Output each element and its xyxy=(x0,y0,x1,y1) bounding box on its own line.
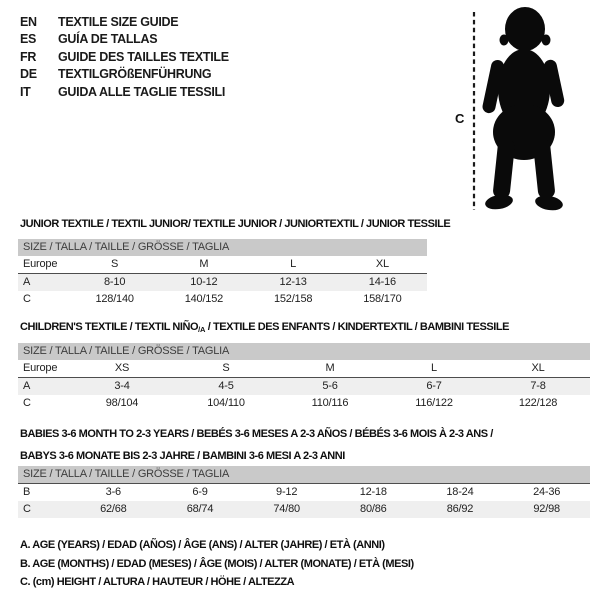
size-value: 4-5 xyxy=(174,378,278,396)
size-value: 68/74 xyxy=(157,501,244,518)
junior-size-table xyxy=(18,239,427,308)
size-value: 3-6 xyxy=(105,486,121,498)
size-band-row xyxy=(18,239,427,256)
row-label: B xyxy=(23,486,31,498)
size-value: XL xyxy=(486,360,590,378)
height-measure-label: C xyxy=(455,111,465,126)
section-title-line1: BABIES 3-6 MONTH TO 2-3 YEARS / BEBÉS 3-6 MESES A 2-3 AÑOS / BÉBÉS 3-6 MOIS À 2-3 ANS / xyxy=(20,428,493,440)
size-value: 6-9 xyxy=(192,486,208,498)
size-value: XL xyxy=(338,256,427,274)
size-value: 98/104 xyxy=(105,397,139,409)
size-value: 116/122 xyxy=(415,397,453,409)
footnote-b: B. AGE (MONTHS) / EDAD (MESES) / ÂGE (MOIS) / ALTER (MONATE) / ETÀ (MESI) xyxy=(20,557,414,570)
size-value: 62/68 xyxy=(70,501,157,518)
size-value: 92/98 xyxy=(503,501,590,518)
size-value: 8-10 xyxy=(70,274,159,292)
size-band-row xyxy=(18,466,590,484)
section-title-subscript: /A xyxy=(198,325,206,334)
size-value: 128/140 xyxy=(95,293,134,305)
size-value: M xyxy=(159,256,248,274)
size-value: 110/116 xyxy=(311,397,349,409)
size-value: 5-6 xyxy=(278,378,382,396)
row-label: C xyxy=(18,501,70,518)
section-title-children xyxy=(20,321,509,334)
size-value: 122/128 xyxy=(518,397,558,409)
language-title: TEXTILE SIZE GUIDE xyxy=(58,15,179,29)
size-value: 140/152 xyxy=(184,293,224,305)
size-value: L xyxy=(249,256,338,274)
table-row-europe xyxy=(18,360,590,378)
table-row-height xyxy=(18,501,590,518)
size-value: 12-13 xyxy=(249,274,338,292)
language-row xyxy=(20,31,229,48)
size-value: XS xyxy=(70,360,174,378)
row-label: A xyxy=(18,378,70,396)
table-row-age xyxy=(18,378,590,396)
language-code: EN xyxy=(20,15,37,29)
size-value: 80/86 xyxy=(330,501,417,518)
table-row-age xyxy=(18,274,427,292)
row-label: Europe xyxy=(18,256,70,274)
language-title: GUIDA ALLE TAGLIE TESSILI xyxy=(58,84,226,99)
language-code: FR xyxy=(20,49,37,64)
language-row xyxy=(20,66,229,83)
height-figure xyxy=(452,4,597,216)
row-label: Europe xyxy=(18,360,70,378)
size-value: 7-8 xyxy=(486,378,590,396)
size-value: 24-36 xyxy=(533,486,561,498)
children-size-table xyxy=(18,343,590,412)
size-value: 86/92 xyxy=(417,501,504,518)
size-band-row xyxy=(18,343,590,360)
footnote-a: A. AGE (YEARS) / EDAD (AÑOS) / ÂGE (ANS) / ALTER (JAHRE) / ETÀ (ANNI) xyxy=(20,539,385,551)
footnote-c: C. (cm) HEIGHT / ALTURA / HAUTEUR / HÖHE / ALTEZZA xyxy=(20,576,295,588)
table-row-height xyxy=(18,395,590,412)
size-value: 10-12 xyxy=(159,274,248,292)
size-value: 104/110 xyxy=(207,397,245,409)
section-title-text: CHILDREN'S TEXTILE / TEXTIL NIÑO xyxy=(20,321,199,333)
size-value: 152/158 xyxy=(273,293,313,305)
size-value: 9-12 xyxy=(276,486,298,498)
table-row-europe xyxy=(18,256,427,274)
size-value: 158/170 xyxy=(363,293,402,305)
table-row-months xyxy=(18,484,590,502)
section-title-text: / TEXTILE DES ENFANTS / KINDERTEXTIL / BAMBINI TESSILE xyxy=(205,321,510,333)
language-header xyxy=(20,14,229,101)
language-code: IT xyxy=(20,84,31,99)
size-value: 3-4 xyxy=(70,378,174,396)
size-value: 18-24 xyxy=(446,486,474,498)
size-value: 12-18 xyxy=(359,486,387,498)
babies-size-table xyxy=(18,466,590,518)
section-title-line2: BABYS 3-6 MONATE BIS 2-3 JAHRE / BAMBINI 3-6 MESI A 2-3 ANNI xyxy=(20,450,345,462)
size-value: S xyxy=(70,256,159,274)
size-band-label: SIZE / TALLA / TAILLE / GRÖSSE / TAGLIA xyxy=(18,239,427,256)
section-title-babies xyxy=(20,423,493,467)
language-row xyxy=(20,49,229,66)
section-title-junior: JUNIOR TEXTILE / TEXTIL JUNIOR/ TEXTILE JUNIOR / JUNIORTEXTIL / JUNIOR TESSILE xyxy=(20,218,451,230)
language-title: GUIDE DES TAILLES TEXTILE xyxy=(58,49,229,64)
language-code: ES xyxy=(20,32,37,47)
size-value: 14-16 xyxy=(338,274,427,292)
size-value: 6-7 xyxy=(382,378,486,396)
size-value: S xyxy=(174,360,278,378)
footnotes xyxy=(20,536,414,592)
size-value: 74/80 xyxy=(243,501,330,518)
row-label: C xyxy=(23,397,31,409)
size-band-label: SIZE / TALLA / TAILLE / GRÖSSE / TAGLIA xyxy=(18,343,590,360)
language-title: TEXTILGRÖßENFÜHRUNG xyxy=(58,67,212,82)
size-value: M xyxy=(278,360,382,378)
size-band-label: SIZE / TALLA / TAILLE / GRÖSSE / TAGLIA xyxy=(18,466,590,484)
toddler-silhouette-icon xyxy=(481,7,565,212)
language-row xyxy=(20,14,229,31)
language-title: GUÍA DE TALLAS xyxy=(58,32,158,47)
language-code: DE xyxy=(20,67,37,82)
table-row-height xyxy=(18,291,427,308)
row-label: A xyxy=(18,274,70,292)
language-row xyxy=(20,84,229,101)
size-value: L xyxy=(382,360,486,378)
row-label: C xyxy=(23,293,31,305)
